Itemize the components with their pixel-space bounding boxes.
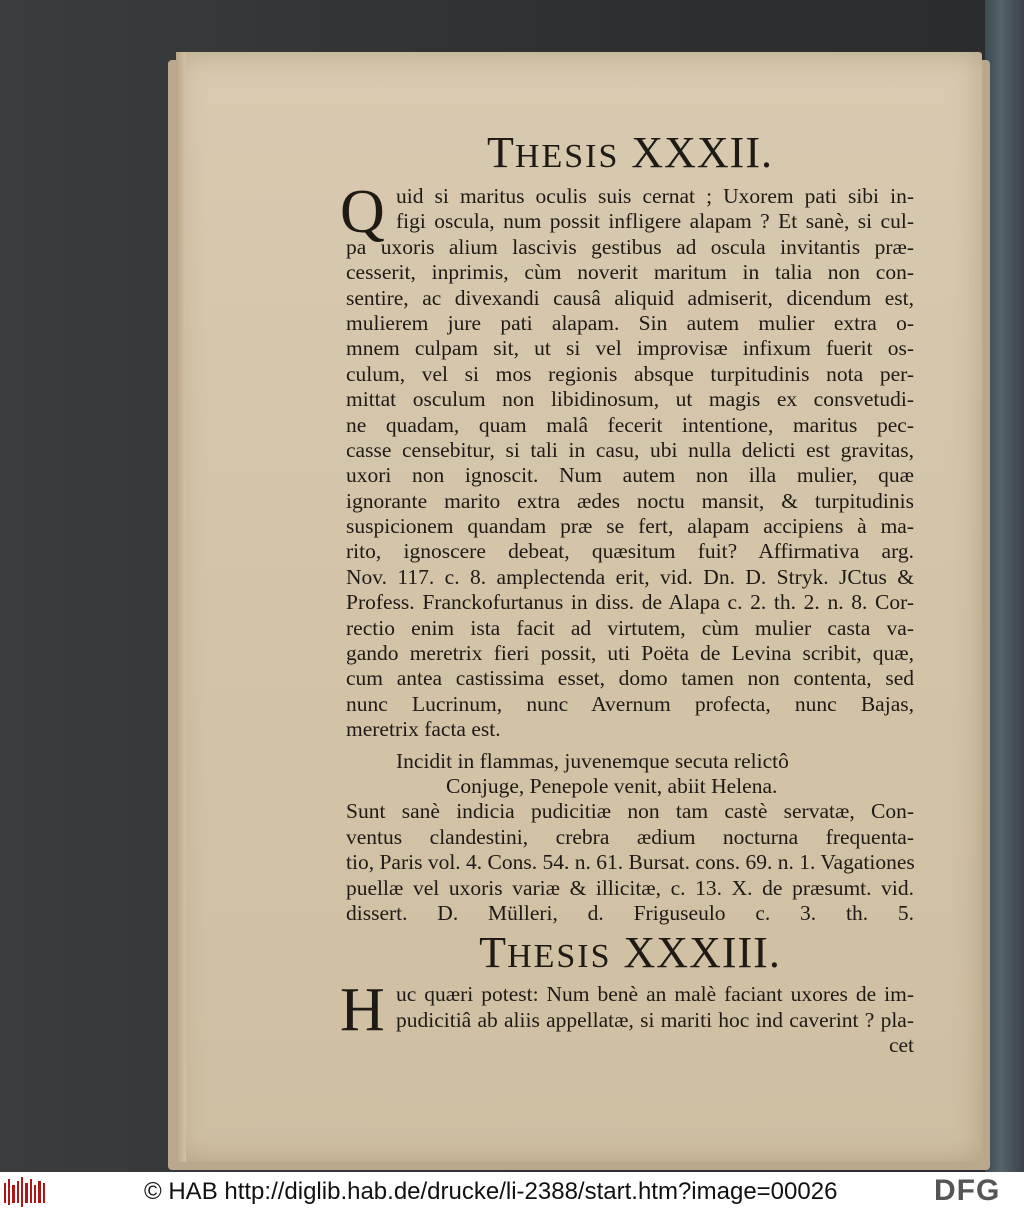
heading-initial: T: [487, 128, 515, 177]
verse-line: Incidit in flammas, juvenemque secuta relictô: [396, 748, 789, 773]
text-line: pa uxoris alium lascivis gestibus ad oscula invitantis præ-: [346, 234, 914, 259]
text-line: figi oscula, num possit infligere alapam ? Et sanè, si cul-: [396, 209, 914, 234]
text-line: puellæ vel uxoris variæ & illicitæ, c. 13. X. de præsumt. vid.: [346, 875, 914, 900]
thesis-32-body: [340, 178, 915, 926]
hab-barcode-icon: [4, 1177, 48, 1207]
text-line: mittat osculum non libidinosum, ut magis ex consvetudi-: [346, 387, 914, 412]
text-line: ignorante marito extra ædes noctu mansit, & turpitudinis: [346, 488, 914, 513]
text-line: Sunt sanè indicia pudicitiæ non tam castè servatæ, Con-: [346, 799, 914, 824]
catchword: cet: [888, 1033, 914, 1058]
thesis-33-body: [340, 976, 914, 1058]
thesis-heading-xxxiii: [346, 928, 914, 982]
adjacent-page-edge: [985, 0, 1024, 1172]
text-line: dissert. D. Mülleri, d. Friguseulo c. 3. th. 5.: [346, 900, 914, 925]
drop-cap: H: [340, 976, 385, 1045]
page-gutter: [176, 52, 186, 1162]
heading-word: HESIS: [507, 938, 612, 976]
text-line: mnem culpam sit, ut si vel improvisæ infixum fuerit os-: [346, 336, 914, 361]
text-line: cesserit, inprimis, cùm noverit maritum in talia non con-: [346, 260, 914, 285]
text-line: Nov. 117. c. 8. amplectenda erit, vid. Dn. D. Stryk. JCtus &: [346, 564, 914, 589]
text-line: meretrix facta est.: [346, 717, 501, 742]
heading-initial: T: [479, 928, 508, 978]
page-text: [340, 128, 915, 1059]
text-line: pudicitiâ ab aliis appellatæ, si mariti hoc ind caverint ? pla-: [396, 1007, 914, 1032]
text-line: nunc Lucrinum, nunc Avernum profecta, nunc Bajas,: [346, 691, 914, 716]
verse-line: Conjuge, Penepole venit, abiit Helena.: [446, 773, 778, 798]
footer-bar: [0, 1172, 1024, 1211]
text-line: culum, vel si mos regionis absque turpitudinis nota per-: [346, 361, 914, 386]
text-line: rectio enim ista facit ad virtutem, cùm mulier casta va-: [346, 615, 914, 640]
text-line: mulierem jure pati alapam. Sin autem mulier extra o-: [346, 310, 914, 335]
text-line: uxori non ignoscit. Num autem non illa mulier, quæ: [346, 463, 914, 488]
text-line: cum antea castissima esset, domo tamen non contenta, sed: [346, 666, 914, 691]
heading-numeral: XXXII.: [631, 128, 773, 177]
thesis-heading-xxxii: [346, 128, 914, 182]
text-line: tio, Paris vol. 4. Cons. 54. n. 61. Bursat. cons. 69. n. 1. Vagationes: [346, 850, 915, 875]
heading-numeral: XXXIII.: [623, 928, 781, 978]
text-line: ventus clandestini, crebra ædium nocturna frequenta-: [346, 824, 914, 849]
text-line: suspicionem quandam præ se fert, alapam accipiens à ma-: [346, 514, 914, 539]
text-line: uid si maritus oculis suis cernat ; Uxorem pati sibi in-: [396, 184, 914, 208]
heading-word: HESIS: [514, 138, 620, 175]
copyright-link[interactable]: © HAB http://diglib.hab.de/drucke/li-2388/start.htm?image=00026: [144, 1178, 838, 1205]
drop-cap: Q: [340, 178, 385, 246]
text-line: gando meretrix fieri possit, uti Poëta de Levina scribit, quæ,: [346, 641, 914, 666]
dfg-logo: DFG: [934, 1174, 1001, 1207]
text-line: rito, ignoscere debeat, quæsitum fuit? Affirmativa arg.: [346, 539, 914, 564]
text-line: casse censebitur, si tali in casu, ubi nulla delicti est gravitas,: [346, 437, 914, 462]
text-line: sentire, ac divexandi causâ aliquid admiserit, dicendum est,: [346, 285, 914, 310]
text-line: Profess. Franckofurtanus in diss. de Alapa c. 2. th. 2. n. 8. Cor-: [346, 590, 914, 615]
text-line: ne quadam, quam malâ fecerit intentione, maritus pec-: [346, 412, 914, 437]
text-line: uc quæri potest: Num benè an malè faciant uxores de im-: [396, 982, 914, 1007]
